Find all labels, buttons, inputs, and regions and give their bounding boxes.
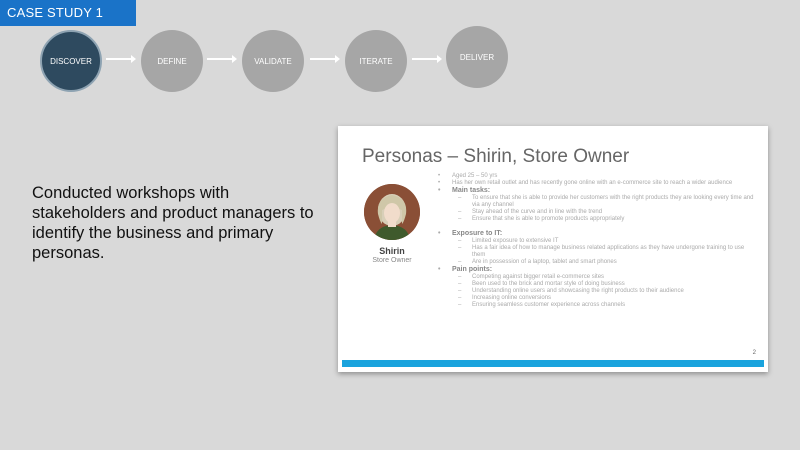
summary-text: Conducted workshops with stakeholders and product managers to identify the business and primary personas.	[32, 184, 314, 262]
arrow-icon	[310, 58, 338, 60]
persona-avatar	[364, 184, 420, 240]
case-study-badge: CASE STUDY 1	[0, 0, 136, 26]
detail-item: – Stay ahead of the curve and in line with the trend	[438, 209, 758, 216]
woman-portrait-icon	[364, 184, 420, 240]
detail-item: – Limited exposure to extensive IT	[438, 238, 758, 245]
slide-title: Personas – Shirin, Store Owner	[362, 146, 630, 167]
arrow-icon	[207, 58, 235, 60]
detail-item: – To ensure that she is able to provide her customers with the right products they are looking every time and via any channel	[438, 195, 758, 209]
detail-item: – Has a fair idea of how to manage business related applications as they have undergone training to use them	[438, 245, 758, 259]
spacer	[438, 223, 758, 230]
detail-item: – Ensure that she is able to promote products appropriately	[438, 216, 758, 223]
section-heading-pain-points: • Pain points:	[438, 266, 758, 273]
detail-item: – Ensuring seamless customer experience across channels	[438, 302, 758, 309]
persona-slide	[338, 126, 768, 372]
slide-page-number: 2	[752, 350, 756, 356]
persona-role: Store Owner	[372, 257, 412, 264]
process-flow	[0, 28, 800, 92]
detail-item: – Understanding online users and showcasing the right products to their audience	[438, 288, 758, 295]
arrow-icon	[412, 58, 440, 60]
step-define[interactable]: DEFINE	[141, 30, 203, 92]
detail-item: – Been used to the brick and mortar style of doing business	[438, 281, 758, 288]
arrow-icon	[106, 58, 134, 60]
slide-footer-bar	[342, 360, 764, 367]
section-heading-exposure: • Exposure to IT:	[438, 230, 758, 237]
step-iterate[interactable]: ITERATE	[345, 30, 407, 92]
section-heading-main-tasks: • Main tasks:	[438, 187, 758, 194]
step-validate[interactable]: VALIDATE	[242, 30, 304, 92]
persona-name: Shirin	[379, 246, 405, 256]
detail-item: – Are in possession of a laptop, tablet and smart phones	[438, 259, 758, 266]
detail-bullet: • Has her own retail outlet and has recently gone online with an e-commerce site to reach a wider audience	[438, 180, 758, 187]
persona-details	[438, 173, 758, 310]
detail-item: – Competing against bigger retail e-commerce sites	[438, 274, 758, 281]
detail-item: – Increasing online conversions	[438, 295, 758, 302]
step-discover[interactable]: DISCOVER	[40, 30, 102, 92]
step-deliver[interactable]: DELIVER	[446, 26, 508, 88]
detail-bullet: • Aged 25 – 50 yrs	[438, 173, 758, 180]
